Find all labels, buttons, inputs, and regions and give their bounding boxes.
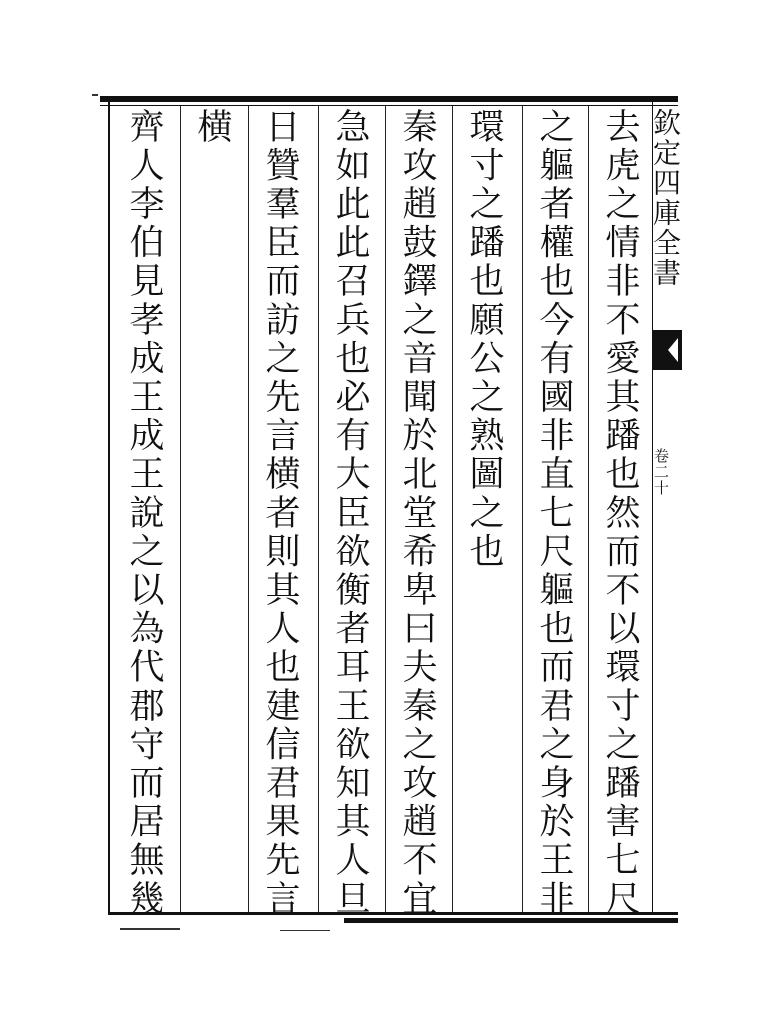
scan-speck [120, 928, 180, 930]
fish-tail-notch [658, 338, 678, 362]
frame-top-inner-rule [100, 105, 678, 106]
scan-speck [280, 930, 330, 931]
text-column-6: 日贊羣臣而訪之先言横者則其人也建信君果先言 [260, 108, 300, 919]
text-column-4: 秦攻趙鼓鐸之音聞於北堂希卑曰夫秦之攻趙不宜 [397, 108, 437, 919]
text-column-1: 去虎之情非不愛其蹯也然而不以環寸之蹯害七尺 [600, 108, 640, 919]
column-divider [180, 106, 181, 912]
text-column-8: 齊人李伯見孝成王成王說之以為代郡守而居無幾 [124, 108, 164, 919]
text-column-2: 之軀者權也今有國非直七尺軀也而君之身於王非 [534, 108, 574, 919]
column-divider [248, 106, 249, 912]
text-column-7: 横 [192, 108, 232, 147]
column-divider [452, 106, 453, 912]
scan-speck [92, 94, 98, 96]
book-title-margin: 欽定四庫全書 [649, 108, 682, 288]
text-column-5: 急如此此召兵也必有大臣欲衡者耳王欲知其人旦 [330, 108, 370, 919]
column-divider [318, 106, 319, 912]
frame-top-rule [100, 96, 678, 102]
volume-number-margin: 卷二十 [652, 448, 670, 496]
frame-bottom-rule [110, 912, 678, 915]
column-divider [588, 106, 589, 912]
column-divider [522, 106, 523, 912]
frame-left-rule [108, 100, 110, 915]
column-divider [385, 106, 386, 912]
text-column-3: 環寸之蹯也願公之熟圖之也 [464, 108, 504, 572]
